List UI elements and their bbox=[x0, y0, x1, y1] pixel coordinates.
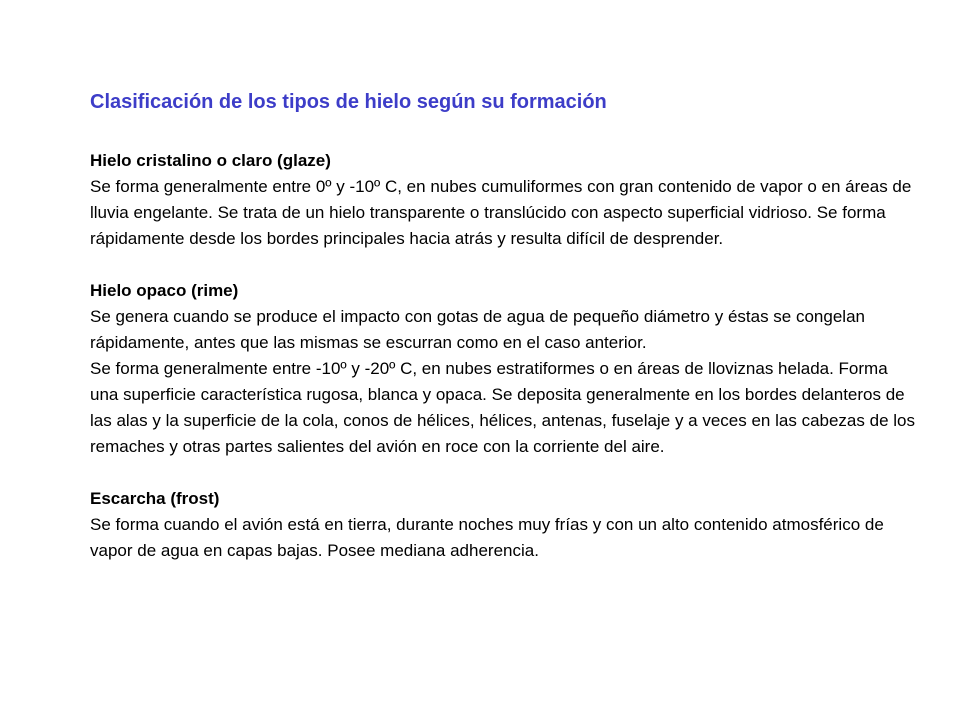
spacer bbox=[90, 252, 920, 278]
section-heading-frost: Escarcha (frost) bbox=[90, 489, 220, 508]
section-text-rime-1: Se genera cuando se produce el impacto con gotas de agua de pequeño diámetro y éstas se congelan rápidamente, antes que las mismas se escurran como en el caso anterior. bbox=[90, 307, 865, 352]
slide-content bbox=[90, 86, 920, 564]
slide-title: Clasificación de los tipos de hielo según su formación bbox=[90, 91, 607, 113]
section-text-frost: Se forma cuando el avión está en tierra, durante noches muy frías y con un alto contenido atmosférico de vapor de agua en capas bajas. Posee mediana adherencia. bbox=[90, 515, 884, 560]
section-text-rime-2: Se forma generalmente entre -10º y -20º C, en nubes estratiformes o en áreas de lloviznas helada. Forma una superficie característica rugosa, blanca y opaca. Se deposita generalmente en los bordes delanteros de las alas y la superficie de la cola, conos de hélices, hélices, antenas, fuselaje y a veces en las cabezas de los remaches y otras partes salientes del avión en roce con la corriente del aire. bbox=[90, 359, 915, 456]
section-glaze bbox=[90, 148, 920, 252]
section-frost bbox=[90, 486, 920, 564]
spacer bbox=[90, 460, 920, 486]
section-heading-rime: Hielo opaco (rime) bbox=[90, 281, 239, 300]
section-heading-glaze: Hielo cristalino o claro (glaze) bbox=[90, 151, 331, 170]
spacer bbox=[90, 118, 920, 148]
section-rime bbox=[90, 278, 920, 460]
section-text-glaze: Se forma generalmente entre 0º y -10º C, en nubes cumuliformes con gran contenido de vapor o en áreas de lluvia engelante. Se trata de un hielo transparente o translúcido con aspecto superficial vidrioso. Se forma rápidamente desde los bordes principales hacia atrás y resulta difícil de desprender. bbox=[90, 177, 912, 248]
